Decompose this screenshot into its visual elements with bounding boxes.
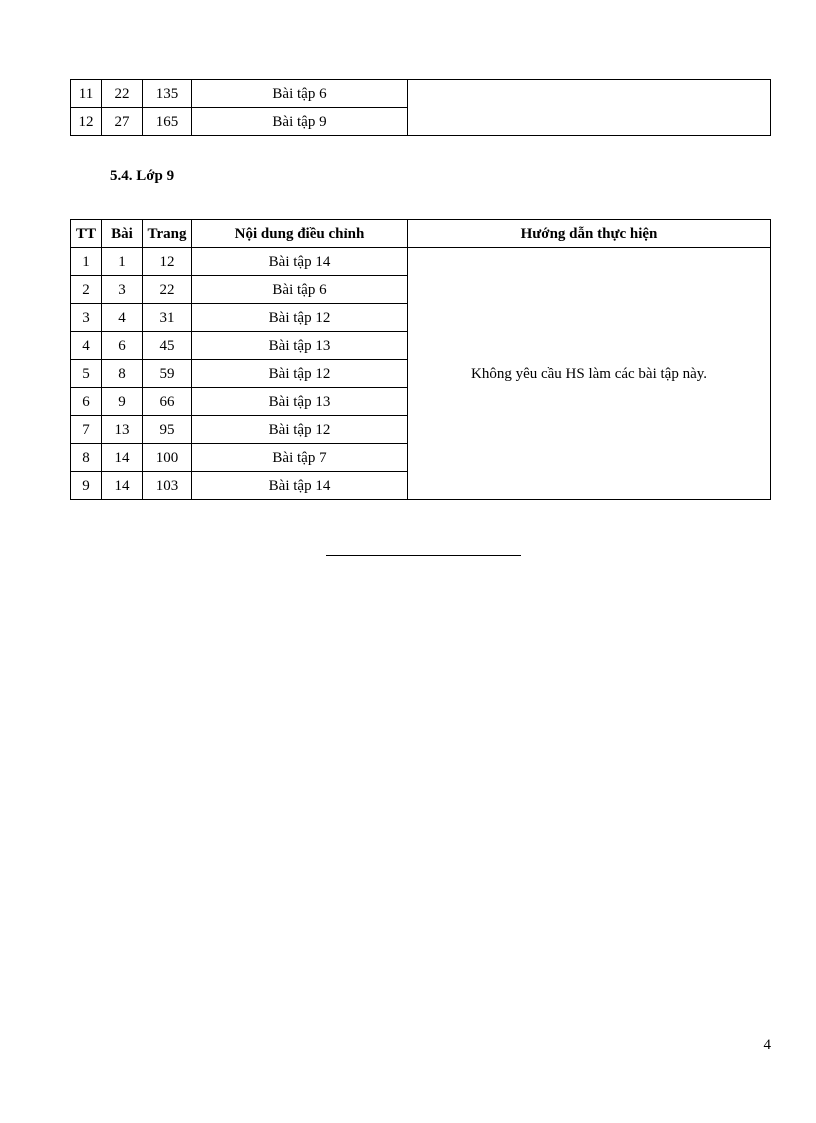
cell-tt: 2 bbox=[71, 276, 102, 304]
cell-huong-dan-empty bbox=[408, 80, 771, 136]
cell-trang: 135 bbox=[143, 80, 192, 108]
cell-trang: 165 bbox=[143, 108, 192, 136]
cell-bai: 14 bbox=[102, 472, 143, 500]
cell-tt: 12 bbox=[71, 108, 102, 136]
cell-noi-dung: Bài tập 9 bbox=[192, 108, 408, 136]
cell-bai: 27 bbox=[102, 108, 143, 136]
cell-trang: 45 bbox=[143, 332, 192, 360]
cell-noi-dung: Bài tập 12 bbox=[192, 416, 408, 444]
section-heading: 5.4. Lớp 9 bbox=[110, 168, 175, 184]
section-end-divider bbox=[326, 555, 521, 556]
cell-tt: 9 bbox=[71, 472, 102, 500]
header-tt: TT bbox=[71, 220, 102, 248]
cell-noi-dung: Bài tập 6 bbox=[192, 80, 408, 108]
cell-bai: 13 bbox=[102, 416, 143, 444]
cell-trang: 31 bbox=[143, 304, 192, 332]
table-row bbox=[71, 248, 771, 276]
cell-bai: 3 bbox=[102, 276, 143, 304]
cell-bai: 22 bbox=[102, 80, 143, 108]
cell-noi-dung: Bài tập 14 bbox=[192, 472, 408, 500]
header-noi-dung: Nội dung điều chỉnh bbox=[192, 220, 408, 248]
grade-9-table bbox=[70, 219, 771, 500]
cell-noi-dung: Bài tập 14 bbox=[192, 248, 408, 276]
cell-noi-dung: Bài tập 7 bbox=[192, 444, 408, 472]
cell-trang: 95 bbox=[143, 416, 192, 444]
cell-bai: 9 bbox=[102, 388, 143, 416]
table-row bbox=[71, 80, 771, 108]
cell-tt: 11 bbox=[71, 80, 102, 108]
cell-trang: 66 bbox=[143, 388, 192, 416]
cell-tt: 5 bbox=[71, 360, 102, 388]
cell-noi-dung: Bài tập 6 bbox=[192, 276, 408, 304]
cell-trang: 22 bbox=[143, 276, 192, 304]
cell-noi-dung: Bài tập 13 bbox=[192, 388, 408, 416]
cell-trang: 100 bbox=[143, 444, 192, 472]
continued-table bbox=[70, 79, 771, 136]
cell-tt: 6 bbox=[71, 388, 102, 416]
cell-trang: 103 bbox=[143, 472, 192, 500]
cell-tt: 1 bbox=[71, 248, 102, 276]
cell-noi-dung: Bài tập 13 bbox=[192, 332, 408, 360]
cell-bai: 1 bbox=[102, 248, 143, 276]
cell-bai: 4 bbox=[102, 304, 143, 332]
cell-noi-dung: Bài tập 12 bbox=[192, 304, 408, 332]
table-header-row bbox=[71, 220, 771, 248]
cell-trang: 12 bbox=[143, 248, 192, 276]
header-bai: Bài bbox=[102, 220, 143, 248]
cell-huong-dan: Không yêu cầu HS làm các bài tập này. bbox=[408, 248, 771, 500]
cell-tt: 3 bbox=[71, 304, 102, 332]
cell-tt: 4 bbox=[71, 332, 102, 360]
header-trang: Trang bbox=[143, 220, 192, 248]
cell-trang: 59 bbox=[143, 360, 192, 388]
cell-bai: 14 bbox=[102, 444, 143, 472]
cell-tt: 7 bbox=[71, 416, 102, 444]
cell-bai: 8 bbox=[102, 360, 143, 388]
cell-bai: 6 bbox=[102, 332, 143, 360]
cell-noi-dung: Bài tập 12 bbox=[192, 360, 408, 388]
page-number: 4 bbox=[763, 1037, 771, 1053]
cell-tt: 8 bbox=[71, 444, 102, 472]
header-huong-dan: Hướng dẫn thực hiện bbox=[408, 220, 771, 248]
